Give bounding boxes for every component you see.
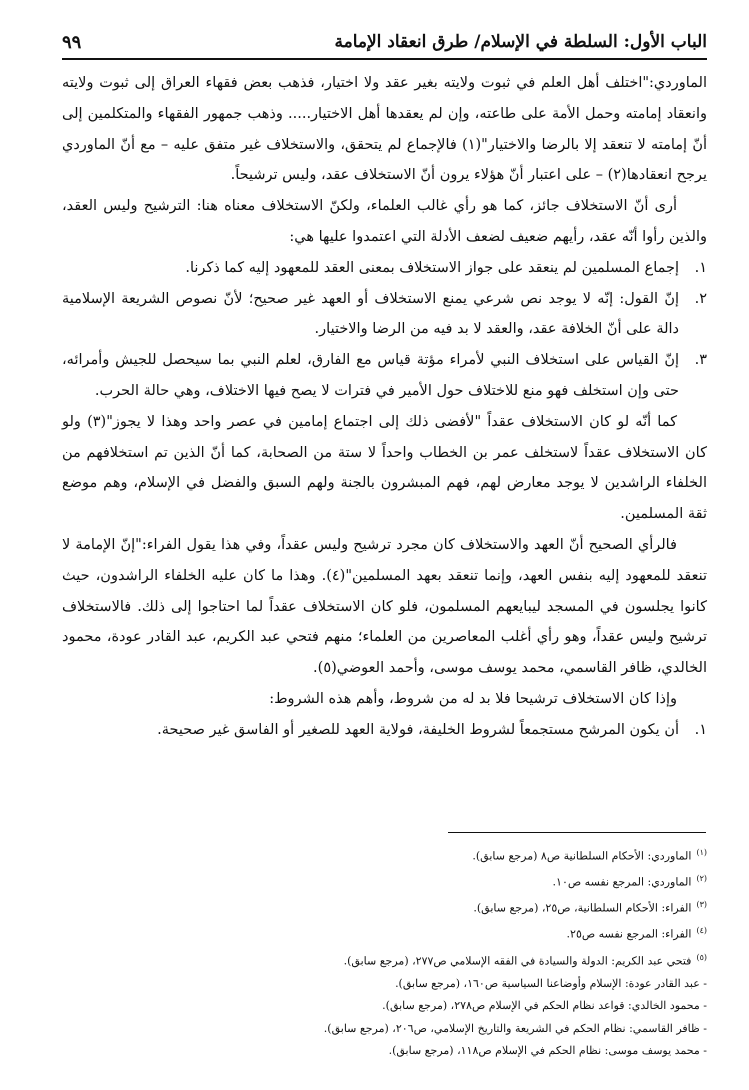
item-text: أن يكون المرشح مستجمعاً لشروط الخليفة، فولاية العهد للصغير أو الفاسق غير صحيحة. [157, 721, 679, 738]
footnote-text: الماوردي: الأحكام السلطانية ص٨ (مرجع سابق). [472, 849, 692, 863]
footnote-text: الماوردي: المرجع نفسه ص١٠. [552, 875, 692, 889]
item-number: ١. [694, 259, 707, 276]
footnote [200, 947, 707, 973]
numbered-item [62, 284, 707, 346]
footnote [200, 894, 707, 920]
footnote-text: الفراء: المرجع نفسه ص٢٥. [566, 928, 692, 942]
footnote-text: - ظافر القاسمي: نظام الحكم في الشريعة والتاريخ الإسلامي، ص٢٠٦، (مرجع سابق). [323, 1021, 707, 1035]
header-divider [62, 58, 707, 60]
footnote [200, 920, 707, 946]
footnote [200, 842, 707, 868]
footnote-marker: (١) [696, 848, 707, 857]
paragraph: الماوردي:"اختلف أهل العلم في ثبوت ولايته بغير عقد ولا اختيار، فذهب بعض فقهاء العراق إلى ثبوت ولايته وانعقاد إمامته وحمل الأمة على طاعته، وإن لم يعقدها أهل الاختيار..... وذهب جمهور الفقهاء والمتكلمين إلى أنّ إمامته لا تنعقد إلا بالرضا والاختيار"(١) فالإجماع لم يتحقق، والاستخلاف غير متفق عليه – مع أنّ الماوردي يرجح انعقادها(٢) – على اعتبار أنّ هؤلاء يرون أنّ الاستخلاف عقد، وليس ترشيحاً. [62, 75, 708, 184]
item-text: إنّ القياس على استخلاف النبي لأمراء مؤتة قياس مع الفارق، لعلم النبي بما سيحصل للجيش وأمرائه، حتى وإن استخلف فهو منع للاختلاف حول الأمير في فترات لا يصح فيها الاختلاف، وهي حالة الحرب. [62, 352, 679, 399]
footnote-divider [448, 832, 706, 833]
page-header [62, 28, 707, 60]
footnote-text: الفراء: الأحكام السلطانية، ص٢٥، (مرجع سابق). [473, 901, 692, 915]
footnote [200, 868, 707, 894]
footnotes [200, 842, 707, 1063]
footnote [200, 1018, 707, 1041]
footnote [200, 995, 707, 1018]
paragraph: وإذا كان الاستخلاف ترشيحا فلا بد له من شروط، وأهم هذه الشروط: [269, 690, 677, 707]
main-text [62, 68, 707, 746]
item-number: ١. [694, 721, 707, 738]
numbered-item [62, 345, 707, 407]
item-text: إجماع المسلمين لم ينعقد على جواز الاستخلاف بمعنى العقد للمعهود إليه كما ذكرنا. [185, 259, 679, 276]
item-number: ٣. [694, 352, 707, 369]
item-text: إنّ القول: إنّه لا يوجد نص شرعي يمنع الاستخلاف أو العهد غير صحيح؛ لأنّ نصوص الشريعة الإسلامية دالة على أنّ الخلافة عقد، والعقد لا بد فيه من الرضا والاختيار. [62, 290, 679, 338]
running-title: الباب الأول: السلطة في الإسلام/ طرق انعقاد الإمامة [334, 32, 707, 52]
numbered-item [62, 253, 707, 284]
paragraph: كما أنّه لو كان الاستخلاف عقداً "لأفضى ذلك إلى اجتماع إمامين في عصر واحد وهذا لا يجوز"(٣) ولو كان الاستخلاف عقداً لاستخلف عمر بن الخطاب واحداً لا ستة من الصحابة، كما أنّ الذين تم استخلافهم من الخلفاء الراشدين لا يوجد معارض لهم، فهم المبشرون بالجنة ولهم السبق والفضل في الإسلام، وهم موضع ثقة المسلمين. [62, 413, 707, 523]
footnote-text: - عبد القادر عودة: الإسلام وأوضاعنا السياسية ص١٦٠، (مرجع سابق). [395, 976, 707, 990]
item-number: ٢. [694, 290, 707, 307]
footnote-text: - محمد يوسف موسى: نظام الحكم في الإسلام ص١١٨، (مرجع سابق). [388, 1044, 707, 1058]
paragraph: فالرأي الصحيح أنّ العهد والاستخلاف كان مجرد ترشيح وليس عقداً، وفي هذا يقول الفراء:"إنّ الإمامة لا تنعقد للمعهود إليه بنفس العهد، وإنما تنعقد بعهد المسلمين"(٤). وهذا ما كان عليه الخلفاء الراشدون، حيث كانوا يجلسون في المسجد ليبايعهم المسلمون، فلو كان الاستخلاف عقداً لما احتاجوا إلى ذلك. فالاستخلاف ترشيح وليس عقداً، وهو رأي أغلب المعاصرين من العلماء؛ منهم فتحي عبد الكريم، عبد القادر عودة، محمود الخالدي، ظافر القاسمي، محمد يوسف موسى، وأحمد العوضي(٥). [62, 536, 707, 677]
page-number: ٩٩ [62, 32, 82, 53]
footnote-marker: (٢) [696, 874, 707, 884]
footnote-marker: (٥) [696, 952, 707, 962]
numbered-item [62, 715, 707, 746]
footnote [200, 1040, 707, 1063]
footnote-text: - محمود الخالدي: قواعد نظام الحكم في الإسلام ص٢٧٨، (مرجع سابق). [382, 999, 707, 1013]
paragraph: أرى أنّ الاستخلاف جائز، كما هو رأي غالب العلماء، ولكنّ الاستخلاف معناه هنا: الترشيح وليس العقد، والذين رأوا أنّه عقد، رأيهم ضعيف لضعف الأدلة التي اعتمدوا عليها هي: [62, 198, 707, 245]
footnote-marker: (٤) [696, 926, 707, 936]
footnote [200, 973, 707, 996]
footnote-marker: (٣) [696, 900, 707, 910]
footnote-text: فتحي عبد الكريم: الدولة والسيادة في الفقه الإسلامي ص٢٧٧، (مرجع سابق). [343, 954, 692, 968]
